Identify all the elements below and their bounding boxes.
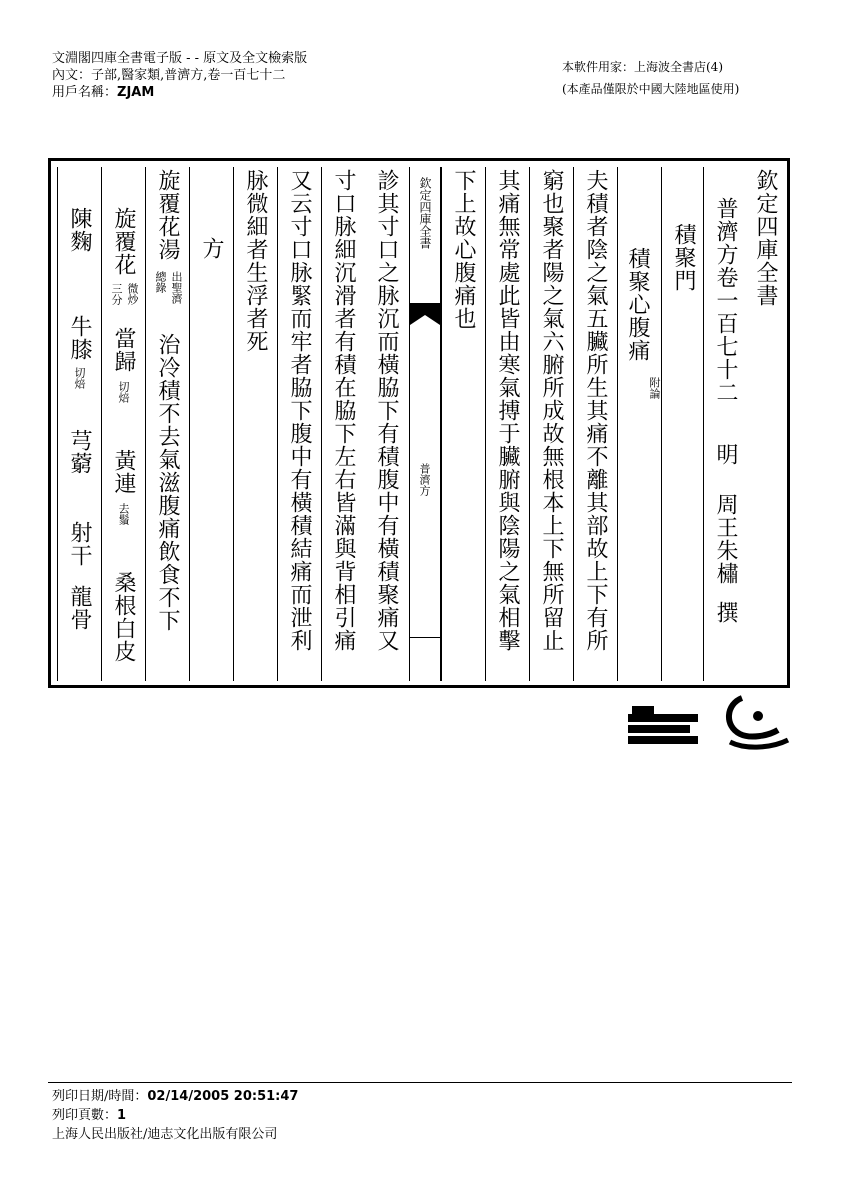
ingredient-note: 微炒: [126, 283, 139, 305]
document-header: [52, 50, 307, 101]
text-line: 又云寸口脉緊而牢者脇下腹中有橫積結痛而泄利: [287, 169, 312, 652]
series-title: 欽定四庫全書: [753, 169, 778, 307]
column-15: [101, 167, 145, 681]
recipe-heading: 方: [199, 237, 224, 260]
fishtail-mark: [410, 303, 440, 325]
ingredient: 牛膝: [67, 315, 92, 361]
column-10: [321, 167, 365, 681]
text-line: 其痛無常處此皆由寒氣搏于臟腑與陰陽之氣相擊: [495, 169, 520, 652]
section-title: 積聚門: [671, 223, 696, 292]
text-page: [48, 158, 790, 688]
column-7: [485, 167, 529, 681]
recipe-name: 旋覆花湯: [155, 169, 180, 261]
subsection-title: 積聚心腹痛: [625, 247, 650, 362]
column-4: [617, 167, 661, 681]
text-line: 脉微細者生浮者死: [243, 169, 268, 353]
text-line: 下上故心腹痛也: [451, 169, 476, 330]
subsection-note: 附論: [648, 377, 661, 399]
print-pages: 1: [117, 1108, 127, 1123]
content-path: 內文：子部,醫家類,普濟方,卷一百七十二: [52, 68, 286, 83]
ingredient: 射干: [67, 521, 92, 567]
column-11: [277, 167, 321, 681]
column-1: [745, 167, 785, 681]
print-pages-label: 列印頁數：: [52, 1108, 118, 1123]
publisher: 上海人民出版社/迪志文化出版有限公司: [52, 1127, 278, 1142]
recipe-indication: 治冷積不去氣滋腹痛飲食不下: [155, 333, 180, 632]
column-3: [661, 167, 703, 681]
column-16: [57, 167, 101, 681]
column-9: [365, 167, 409, 681]
licensee: 本軟件用家：上海波全書店(4): [562, 60, 723, 74]
print-pages-line: [52, 1106, 298, 1125]
ingredient-note: 去鬚: [117, 503, 130, 525]
fold-divider: [410, 637, 440, 638]
print-footer: [52, 1087, 298, 1144]
recipe-source-note: 出聖濟: [170, 271, 183, 304]
author-role: 撰: [713, 601, 738, 624]
ingredient: 陳麴: [67, 207, 92, 253]
ingredient: 當歸: [111, 327, 136, 373]
column-8: [441, 167, 485, 681]
ingredient-note: 切焙: [73, 367, 86, 389]
column-2: [703, 167, 745, 681]
author: 周王朱橚: [713, 493, 738, 585]
column-5: [573, 167, 617, 681]
footer-divider: [48, 1082, 792, 1083]
edition-title: 文淵閣四庫全書電子版 - - 原文及全文檢索版: [52, 51, 308, 66]
fold-strip: [409, 167, 441, 681]
recipe-source-note: 總錄: [154, 271, 167, 293]
ingredient: 黃連: [111, 449, 136, 495]
text-line: 診其寸口之脉沉而橫脇下有積腹中有橫積聚痛又: [374, 169, 399, 652]
publisher-logo: [622, 692, 792, 752]
column-13: [189, 167, 233, 681]
user-name: ZJAM: [117, 85, 155, 100]
volume-title: 普濟方卷一百七十二: [713, 197, 738, 404]
license-info: [562, 56, 739, 100]
ingredient: 芎藭: [67, 429, 92, 475]
region-notice: (本產品僅限於中國大陸地區使用): [562, 82, 740, 96]
user-label: 用戶名稱：: [52, 85, 118, 100]
text-line: 夫積者陰之氣五臟所生其痛不離其部故上下有所: [583, 169, 608, 652]
column-12: [233, 167, 277, 681]
text-line: 寸口脉細沉滑者有積在脇下左右皆滿與背相引痛: [331, 169, 356, 652]
ingredient-note: 切焙: [117, 381, 130, 403]
print-date-label: 列印日期/時間：: [52, 1089, 148, 1104]
text-line: 窮也聚者陽之氣六腑所成故無根本上下無所留止: [539, 169, 564, 652]
ingredient: 旋覆花: [111, 207, 136, 276]
fold-book-title: 普濟方: [418, 463, 431, 496]
print-date: 02/14/2005 20:51:47: [147, 1089, 299, 1104]
column-14: [145, 167, 189, 681]
fold-series-title: 欽定四庫全書: [418, 177, 432, 249]
ingredient-note: 三分: [110, 283, 123, 305]
column-6: [529, 167, 573, 681]
ingredient: 龍骨: [67, 585, 92, 631]
dynasty: 明: [713, 443, 738, 466]
ingredient: 桑根白皮: [111, 571, 136, 663]
user-line: [52, 84, 307, 101]
print-date-line: [52, 1087, 298, 1106]
